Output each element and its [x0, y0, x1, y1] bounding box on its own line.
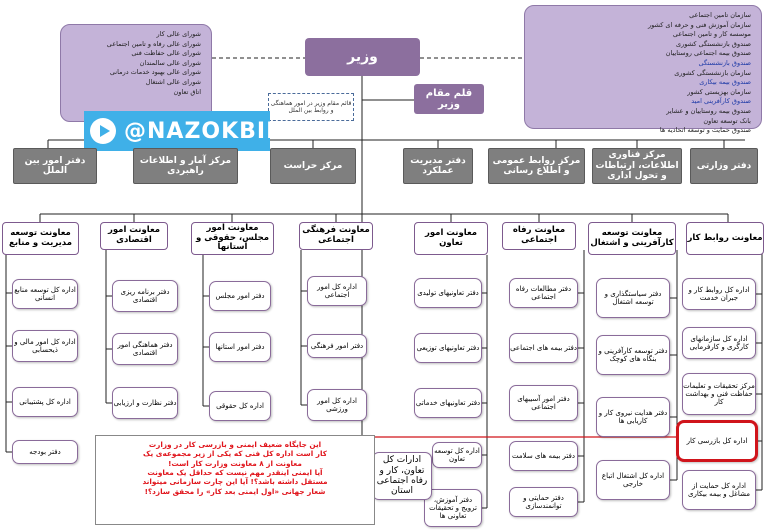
unit-economic-planning[interactable]: دفتر برنامه ریزی اقتصادی — [112, 280, 178, 312]
deputy-entrepreneurship-employment[interactable]: معاونت توسعه کارآفرینی و اشتغال — [588, 222, 676, 255]
unit-labor-inspection-highlighted[interactable]: اداره کل بازرسی کار — [676, 420, 758, 462]
staff-unit-performance[interactable]: دفتر مدیریت عملکرد — [403, 148, 473, 184]
unit-economic-coordination[interactable]: دفتر هماهنگی امور اقتصادی — [112, 333, 178, 365]
play-icon — [90, 118, 116, 144]
organization-item: صندوق بیمه بیکاری — [699, 78, 751, 87]
unit-human-resources[interactable]: اداره کل توسعه منابع انسانی — [12, 279, 78, 309]
unit-social-harms[interactable]: دفتر امور آسیبهای اجتماعی — [509, 385, 578, 421]
unit-job-protection-unemployment[interactable]: اداره کل حمایت از مشاغل و بیمه بیکاری — [682, 470, 756, 510]
organization-item: سازمان بازنشستگی کشوری — [674, 68, 751, 77]
organization-item: صندوق حمایت و توسعه اتحادیه ها — [659, 126, 751, 135]
organization-item: بانک توسعه تعاون — [703, 116, 751, 125]
note-line: شعار جهانی «اول ایمنی بعد کار» را محقق سازد؟! — [144, 486, 326, 496]
unit-service-cooperatives[interactable]: دفتر تعاونیهای خدماتی — [414, 388, 482, 418]
minister-office-box[interactable]: قلم مقام وزیر — [414, 84, 484, 114]
organization-item: صندوق بازنشستگی — [698, 58, 751, 67]
watermark-text: @NAZOKBIN — [124, 118, 286, 144]
high-councils-cluster — [60, 24, 212, 122]
deputy-cultural-social[interactable]: معاونت فرهنگی اجتماعی — [299, 222, 373, 250]
unit-entrepreneurship-smes[interactable]: دفتر توسعه کارآفرینی و بنگاه های کوچک — [596, 335, 670, 375]
unit-legal[interactable]: اداره کل حقوقی — [209, 391, 271, 421]
council-item: شورای عالی اشتغال — [145, 77, 201, 86]
unit-sports-affairs[interactable]: اداره کل امور ورزشی — [307, 389, 367, 421]
staff-unit-ministerial-office[interactable]: دفتر وزارتی — [690, 148, 758, 184]
high-councils-list — [71, 30, 201, 97]
unit-labor-guidance[interactable]: دفتر هدایت نیروی کار و کاریابی ها — [596, 397, 670, 437]
note-line: این جایگاه ضعیف ایمنی و بازرسی کار در وزارت — [148, 440, 322, 449]
unit-social-insurance[interactable]: دفتر بیمه های اجتماعی — [509, 333, 578, 363]
affiliated-organizations-cluster — [524, 5, 762, 135]
unit-cooperative-training[interactable]: دفتر آموزش، ترویج و تحقیقات تعاونی ها — [424, 489, 482, 527]
unit-provinces-affairs[interactable]: دفتر امور استانها — [209, 332, 271, 362]
unit-parliament-affairs[interactable]: دفتر امور مجلس — [209, 281, 271, 311]
deputy-labor-relations[interactable]: معاونت روابط کار — [686, 222, 764, 255]
organization-item: سازمان تامین اجتماعی — [689, 11, 751, 19]
council-item: شورای عالی بهبود خدمات درمانی — [109, 68, 201, 77]
organization-item: صندوق بازنشستگی کشوری — [676, 39, 751, 48]
council-item: اتاق تعاون — [173, 87, 201, 96]
unit-support[interactable]: اداره کل پشتیبانی — [12, 387, 78, 417]
minister-box[interactable]: وزیر — [305, 38, 420, 76]
unit-employment-policy[interactable]: دفتر سیاستگذاری و توسعه اشتغال — [596, 278, 670, 318]
provincial-departments-box[interactable]: ادارات کل تعاون، کار و رفاه اجتماعی استان — [372, 452, 432, 500]
unit-foreign-nationals[interactable]: اداره کل اشتغال اتباع خارجی — [596, 460, 670, 500]
note-line: کار است اداره کل فنی که یکی از زیر مجموعه‌ی یک — [143, 449, 327, 459]
note-line: معاونت از ۸ معاونت وزارت کار است! — [168, 458, 302, 468]
organization-item: صندوق بیمه اجتماعی روستاییان — [665, 49, 751, 58]
unit-safety-research-center[interactable]: مرکز تحقیقات و تعلیمات حفاظت فنی و بهداشت کار — [682, 373, 756, 415]
unit-social-affairs[interactable]: اداره کل امور اجتماعی — [307, 276, 367, 306]
staff-unit-statistics[interactable]: مرکز آمار و اطلاعات راهبردی — [133, 148, 238, 184]
note-line: مستقل داشته باشد؟! آیا این چارت سازمانی میتواند — [142, 477, 328, 487]
unit-cultural-affairs[interactable]: دفتر امور فرهنگی — [307, 334, 367, 358]
council-item: شورای عالی حفاظت فنی — [131, 49, 201, 58]
staff-unit-it[interactable]: مرکز فناوری اطلاعات، ارتباطات و تحول اداری — [592, 148, 682, 184]
staff-unit-security[interactable]: مرکز حراست — [270, 148, 356, 184]
staff-unit-public-relations[interactable]: مرکز روابط عمومی و اطلاع رسانی — [488, 148, 585, 184]
unit-finance-accounting[interactable]: اداره کل امور مالی و ذیحسابی — [12, 330, 78, 362]
council-item: شورای عالی رفاه و تامین اجتماعی — [106, 39, 201, 48]
council-item: شورای عالی کار — [156, 30, 201, 38]
deputy-social-welfare[interactable]: معاونت رفاه اجتماعی — [502, 222, 576, 250]
organization-item: صندوق بیمه روستاییان و عشایر — [666, 106, 751, 115]
organization-item: صندوق کارآفرینی امید — [691, 97, 751, 106]
unit-monitoring-evaluation[interactable]: دفتر نظارت و ارزیابی — [112, 387, 178, 419]
deputy-economic-affairs[interactable]: معاونت امور اقتصادی — [100, 222, 168, 250]
unit-labor-employer-organizations[interactable]: اداره کل سازمانهای کارگری و کارفرمایی — [682, 327, 756, 359]
note-line: آیا ایمنی اینقدر مهم نیست که حداقل یک معاونت — [147, 467, 323, 477]
affiliated-organizations-list — [535, 11, 751, 136]
safety-commentary-note — [95, 435, 375, 525]
council-item: شورای عالی سالمندان — [139, 58, 201, 67]
unit-health-insurance[interactable]: دفتر بیمه های سلامت — [509, 441, 578, 471]
organization-item: موسسه کار و تامین اجتماعی — [672, 30, 751, 39]
watermark-banner — [84, 111, 286, 151]
deputy-cooperatives[interactable]: معاونت امور تعاون — [414, 222, 488, 255]
staff-unit-international[interactable]: دفتر امور بین الملل — [13, 148, 97, 184]
unit-production-cooperatives[interactable]: دفتر تعاونیهای تولیدی — [414, 278, 482, 308]
organization-item: سازمان آموزش فنی و حرفه ای کشور — [647, 20, 751, 29]
unit-welfare-studies[interactable]: دفتر مطالعات رفاه اجتماعی — [509, 278, 578, 308]
deputy-management-development[interactable]: معاونت توسعه مدیریت و منابع — [2, 222, 79, 255]
unit-support-empowerment[interactable]: دفتر حمایتی و توانمندسازی — [509, 487, 578, 517]
unit-cooperative-development[interactable]: اداره کل توسعه تعاون — [432, 442, 482, 468]
unit-labor-relations-compensation[interactable]: اداره کل روابط کار و جبران خدمت — [682, 278, 756, 310]
unit-distribution-cooperatives[interactable]: دفتر تعاونیهای توزیعی — [414, 333, 482, 363]
coordination-deputy-note: قائم مقام وزیر در امور هماهنگی و روابط بین الملل — [268, 93, 354, 121]
deputy-parliament-legal-provinces[interactable]: معاونت امور مجلس، حقوقی و استانها — [191, 222, 274, 255]
organization-item: سازمان بهزیستی کشور — [687, 87, 751, 96]
unit-budget[interactable]: دفتر بودجه — [12, 440, 78, 464]
